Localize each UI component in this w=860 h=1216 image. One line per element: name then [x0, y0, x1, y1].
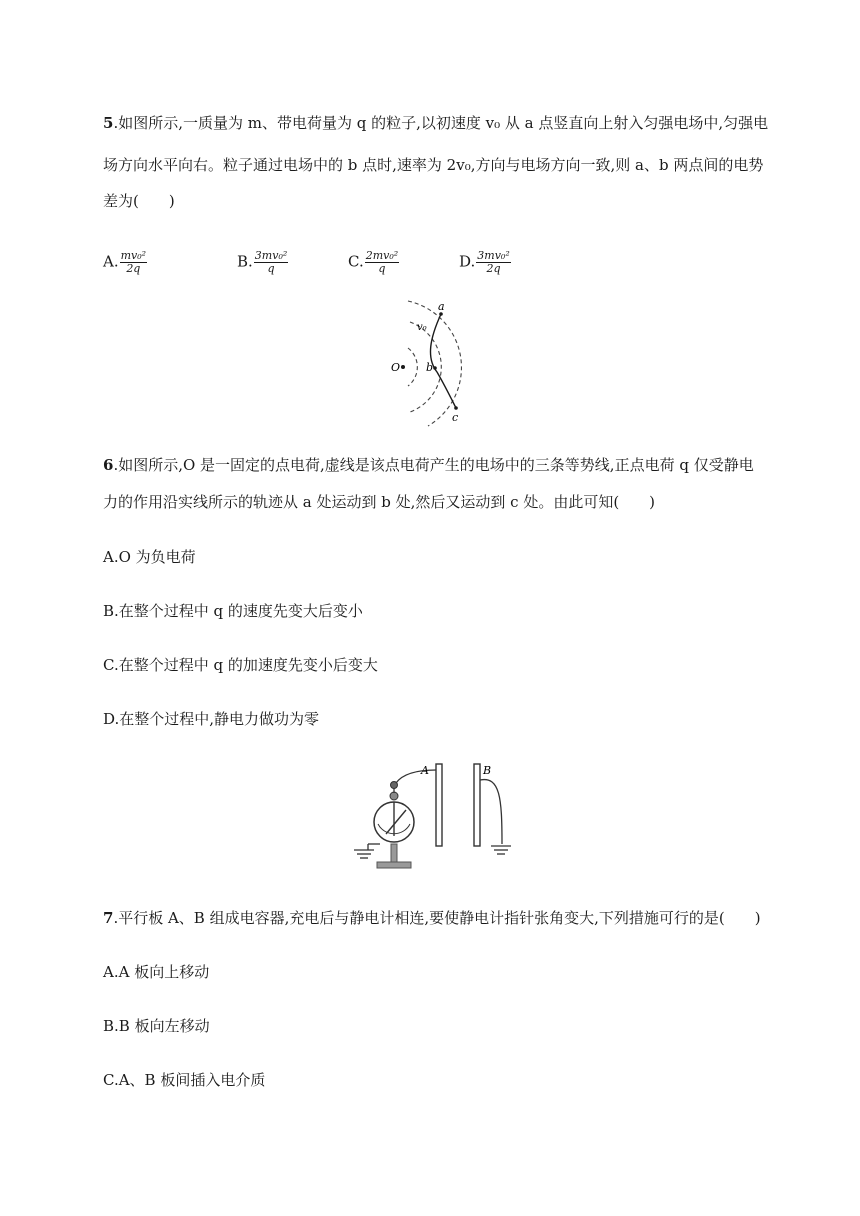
- fig7-plate-a: [436, 764, 442, 846]
- q6-option-c: C.在整个过程中 q 的加速度先变小后变大: [103, 656, 378, 674]
- fig6-point-c: [454, 406, 458, 410]
- q5-option-c: [348, 250, 399, 275]
- q7-option-c: C.A、B 板间插入电介质: [103, 1071, 266, 1089]
- q5-option-c-label: C.: [348, 252, 364, 271]
- fig6-label-c: c: [452, 411, 459, 424]
- q5-option-b-fraction: [254, 250, 288, 275]
- q5-option-a-label: A.: [103, 252, 119, 271]
- q6-option-a: A.O 为负电荷: [103, 548, 196, 566]
- fig6-point-b: [433, 366, 437, 370]
- q5-line3: 差为( ): [103, 192, 175, 210]
- q5-option-c-fraction: [365, 250, 399, 275]
- q6-option-d: D.在整个过程中,静电力做功为零: [103, 710, 320, 728]
- q6-text-1: .如图所示,O 是一固定的点电荷,虚线是该点电荷产生的电场中的三条等势线,正点电荷 q 仅受静电: [113, 456, 754, 474]
- q5-option-b-numerator: 3mv₀²: [254, 249, 288, 262]
- fig7-capacitor-electrometer-diagram: [340, 758, 530, 876]
- q5-number: 5: [103, 114, 114, 132]
- q5-option-d-denominator: 2q: [486, 262, 501, 275]
- fig6-label-o: O: [391, 361, 401, 374]
- fig7-electrometer-base: [377, 862, 411, 868]
- q6-number: 6: [103, 456, 114, 474]
- fig6-equipotential-outer: [408, 301, 461, 426]
- fig6-label-b: b: [426, 361, 434, 374]
- q5-option-b-label: B.: [237, 252, 253, 271]
- q5-option-a-denominator: 2q: [126, 262, 141, 275]
- q7-number: 7: [103, 909, 114, 927]
- fig7-electrometer-stand: [391, 844, 397, 862]
- fig6-equipotential-inner: [408, 348, 417, 386]
- q5-line2: 场方向水平向右。粒子通过电场中的 b 点时,速率为 2v₀,方向与电场方向一致,则 a、b 两点间的电势: [103, 156, 764, 174]
- q5-option-d-fraction: [476, 250, 510, 275]
- fig6-trajectory: [430, 314, 456, 408]
- fig7-plate-b: [474, 764, 480, 846]
- q5-option-d-label: D.: [459, 252, 476, 271]
- q5-text-1: .如图所示,一质量为 m、带电荷量为 q 的粒子,以初速度 v₀ 从 a 点竖直向上射入匀强电场中,匀强电: [113, 114, 769, 132]
- q5-option-a: [103, 250, 147, 275]
- fig6-equipotential-diagram: [380, 298, 490, 430]
- q5-line1: [103, 113, 768, 133]
- q5-option-a-fraction: [120, 250, 147, 275]
- q6-option-b: B.在整个过程中 q 的速度先变大后变小: [103, 602, 363, 620]
- fig6-point-charge-o: [401, 365, 405, 369]
- q6-line2: 力的作用沿实线所示的轨迹从 a 处运动到 b 处,然后又运动到 c 处。由此可知( ): [103, 493, 656, 511]
- q7-text-1: .平行板 A、B 组成电容器,充电后与静电计相连,要使静电计指针张角变大,下列措施可行的是( ): [113, 909, 761, 927]
- q5-option-a-numerator: mv₀²: [120, 249, 147, 262]
- q5-option-b-denominator: q: [267, 262, 275, 275]
- fig7-electrometer-knob: [390, 792, 398, 800]
- q7-line1: [103, 908, 761, 928]
- fig7-wire-to-plate-a: [396, 770, 436, 783]
- fig6-label-v0: v₀: [417, 322, 427, 333]
- q7-option-a: A.A 板向上移动: [103, 963, 210, 981]
- q6-line1: [103, 455, 754, 475]
- q7-option-b: B.B 板向左移动: [103, 1017, 210, 1035]
- q5-option-b: [237, 250, 288, 275]
- q5-option-d: [459, 250, 511, 275]
- q5-option-c-numerator: 2mv₀²: [365, 249, 399, 262]
- q5-option-d-numerator: 3mv₀²: [477, 249, 510, 262]
- q5-option-c-denominator: q: [378, 262, 386, 275]
- fig6-label-a: a: [438, 300, 445, 313]
- fig7-label-b: B: [483, 764, 492, 777]
- fig7-label-a: A: [421, 764, 429, 777]
- fig7-wire-from-plate-b: [480, 780, 502, 844]
